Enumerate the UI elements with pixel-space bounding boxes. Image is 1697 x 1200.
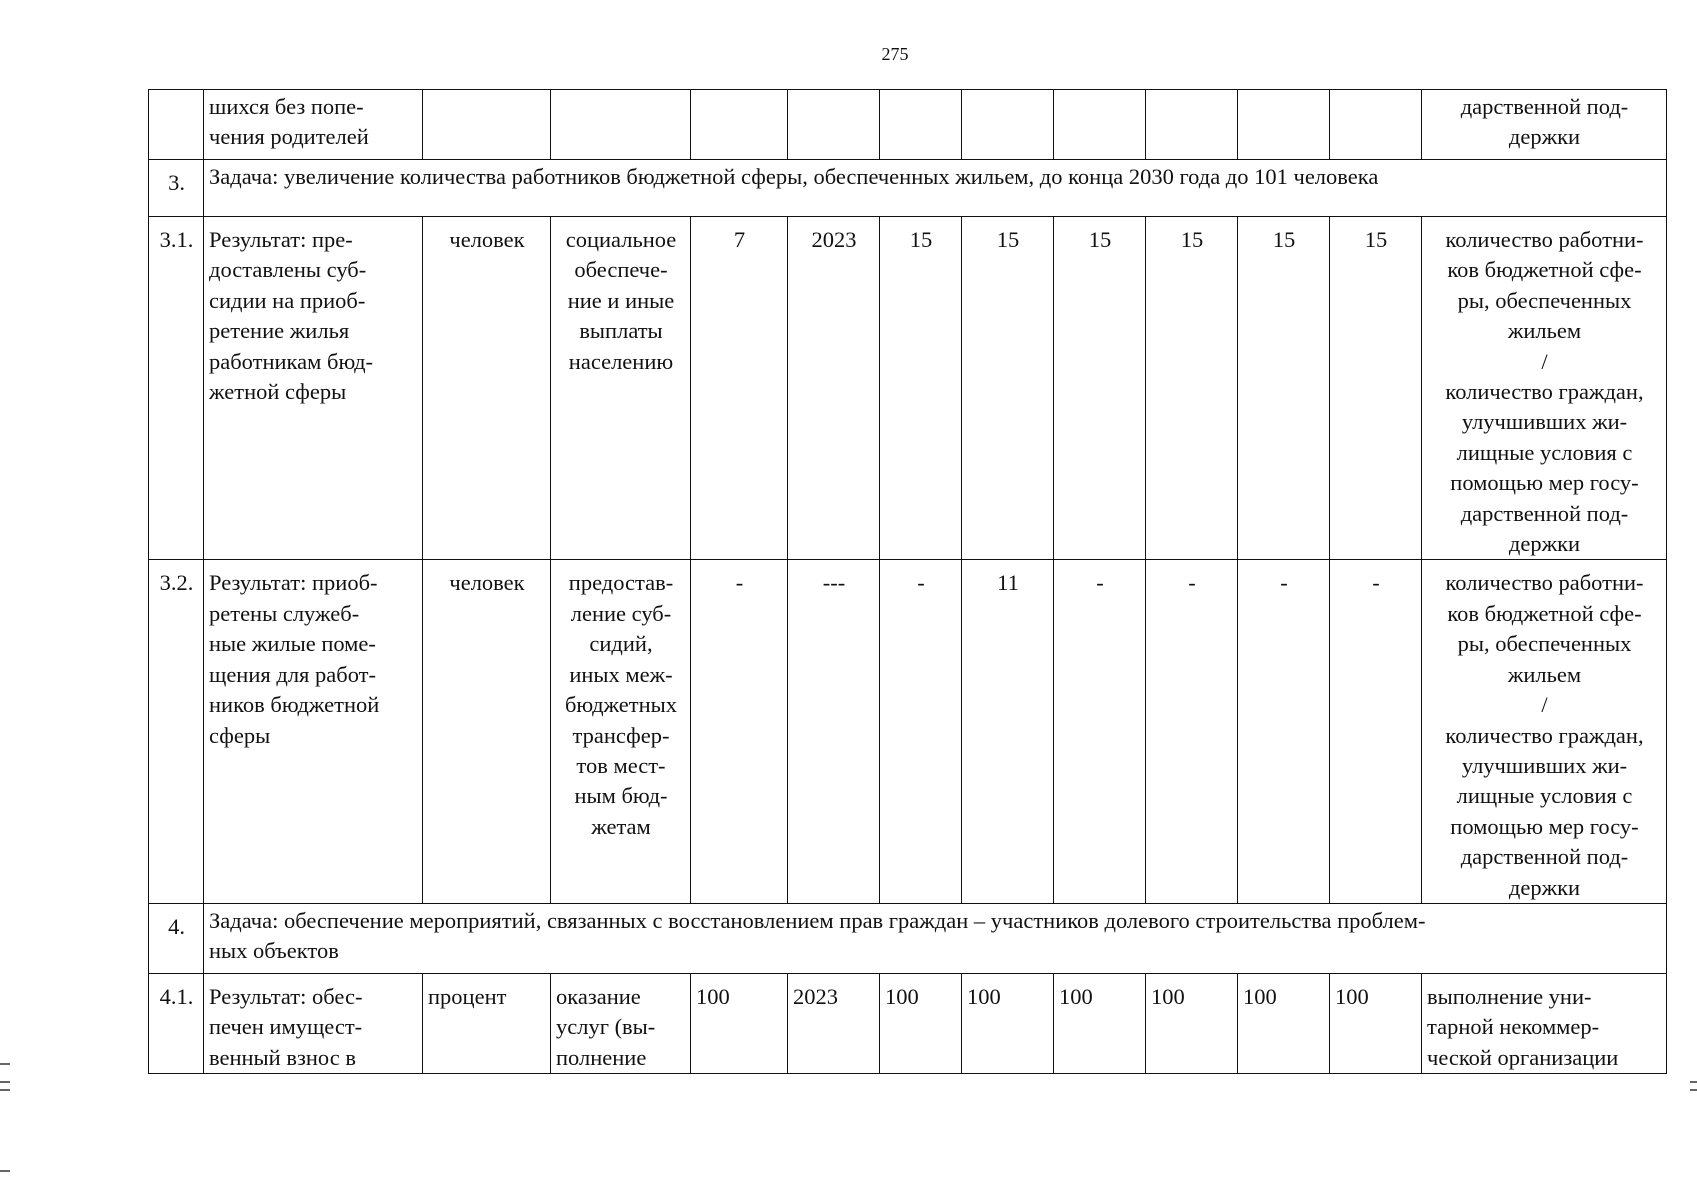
cell-year-3: 15 [1054,217,1146,560]
cell-base-year: --- [788,560,880,903]
cell-number: 3.2. [149,560,204,903]
cell-year-1: 15 [880,217,962,560]
task-row [149,903,1667,973]
page-number: 275 [881,44,909,64]
cell-number: 3. [149,160,204,217]
cell-unit [423,90,551,160]
cell-year-2 [962,90,1054,160]
cell-year-5 [1238,90,1330,160]
cell-year-4: 100 [1146,973,1238,1073]
cell-year-4: - [1146,560,1238,903]
table-row [149,90,1667,160]
cell-base-year: 2023 [788,973,880,1073]
cell-result-name: Результат: обес- печен имущест- венный взнос в [204,973,423,1073]
cell-year-2: 15 [962,217,1054,560]
cell-category: предостав- ление суб- сидий, иных меж- бюджетных трансфер- тов мест- ным бюд- жетам [551,560,691,903]
cell-base-year: 2023 [788,217,880,560]
cell-year-5: 100 [1238,973,1330,1073]
cell-category: оказание услуг (вы- полнение [551,973,691,1073]
cell-relation: количество работни- ков бюджетной сфе- ры, обеспеченных жильем / количество граждан, улучшивших жи- лищные условия с помощью мер госу- дарственной под- держки [1422,217,1667,560]
cell-task-text: Задача: увеличение количества работников бюджетной сферы, обеспеченных жильем, до конца 2030 года до 101 человека [204,160,1667,217]
scan-edge-mark [1690,1089,1697,1091]
cell-base-value [691,90,788,160]
cell-year-4 [1146,90,1238,160]
cell-year-5: 15 [1238,217,1330,560]
cell-task-text: Задача: обеспечение мероприятий, связанных с восстановлением прав граждан – участников долевого строительства проблем- ных объектов [204,903,1667,973]
table-row [149,973,1667,1073]
cell-category: социальное обеспече- ние и иные выплаты населению [551,217,691,560]
cell-base-value: 100 [691,973,788,1073]
cell-number [149,90,204,160]
cell-year-6: 100 [1330,973,1422,1073]
cell-number: 4.1. [149,973,204,1073]
cell-relation: дарственной под- держки [1422,90,1667,160]
scan-edge-mark [0,1089,10,1091]
cell-year-6: 15 [1330,217,1422,560]
cell-year-6 [1330,90,1422,160]
cell-year-4: 15 [1146,217,1238,560]
scan-edge-mark [1690,1081,1697,1083]
cell-relation: количество работни- ков бюджетной сфе- ры, обеспеченных жильем / количество граждан, улучшивших жи- лищные условия с помощью мер госу- дарственной под- держки [1422,560,1667,903]
cell-base-value: 7 [691,217,788,560]
cell-number: 4. [149,903,204,973]
indicators-table [148,89,1667,1074]
scan-edge-mark [0,1081,10,1083]
cell-number: 3.1. [149,217,204,560]
table-row [149,217,1667,560]
cell-unit: человек [423,560,551,903]
cell-year-6: - [1330,560,1422,903]
cell-base-value: - [691,560,788,903]
cell-relation: выполнение уни- тарной некоммер- ческой организации [1422,973,1667,1073]
cell-result-name: Результат: пре- доставлены суб- сидии на приоб- ретение жилья работникам бюд- жетной сферы [204,217,423,560]
scan-edge-mark [0,1063,10,1065]
cell-year-3: - [1054,560,1146,903]
cell-result-name: Результат: приоб- ретены служеб- ные жилые поме- щения для работ- ников бюджетной сферы [204,560,423,903]
cell-year-2: 100 [962,973,1054,1073]
cell-unit: процент [423,973,551,1073]
cell-year-5: - [1238,560,1330,903]
cell-base-year [788,90,880,160]
cell-category [551,90,691,160]
cell-year-3 [1054,90,1146,160]
task-row [149,160,1667,217]
cell-year-1 [880,90,962,160]
cell-year-1: 100 [880,973,962,1073]
cell-result-name: шихся без попе- чения родителей [204,90,423,160]
scan-edge-mark [0,1170,10,1172]
cell-year-3: 100 [1054,973,1146,1073]
table-row [149,560,1667,903]
cell-year-2: 11 [962,560,1054,903]
cell-unit: человек [423,217,551,560]
cell-year-1: - [880,560,962,903]
